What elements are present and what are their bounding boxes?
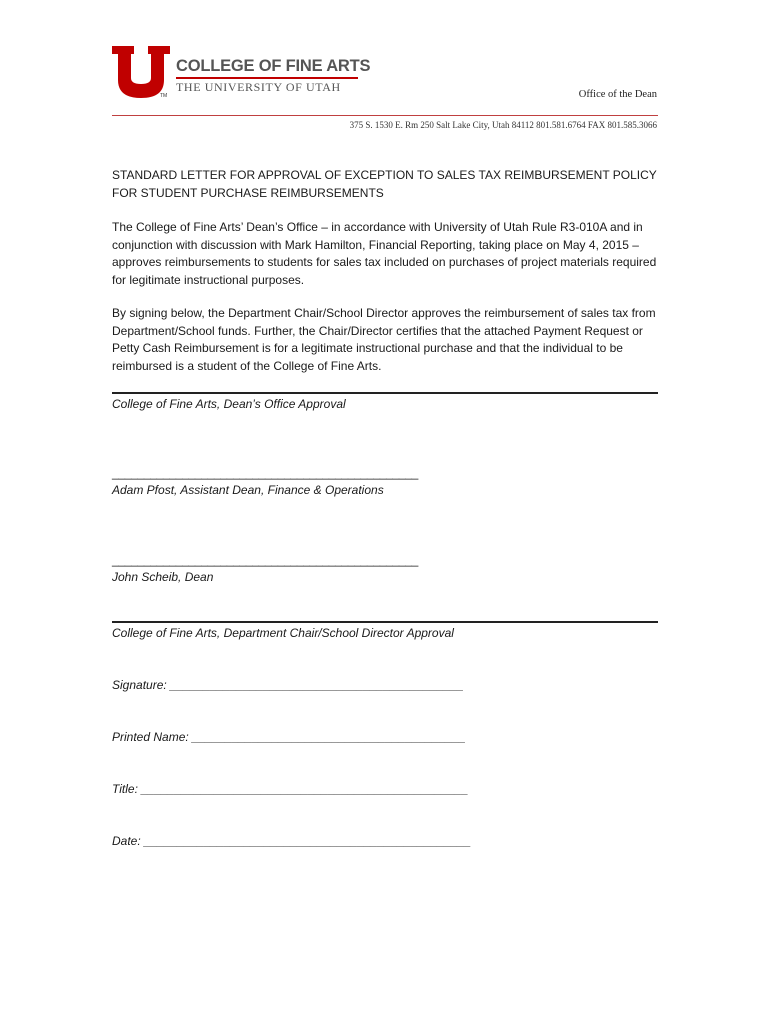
section-divider-deans xyxy=(112,392,658,394)
date-field[interactable]: Date: _________________________________________________ xyxy=(112,834,472,848)
signature-line-dean[interactable]: ________________________________________________ xyxy=(112,553,418,567)
printed-name-field[interactable]: Printed Name: _________________________________________ xyxy=(112,730,466,744)
logo-divider xyxy=(176,77,358,79)
title-field[interactable]: Title: _________________________________________________ xyxy=(112,782,469,796)
office-address: 375 S. 1530 E. Rm 250 Salt Lake City, Utah 84112 801.581.6764 FAX 801.585.3066 xyxy=(349,120,657,130)
letter-heading: STANDARD LETTER FOR APPROVAL OF EXCEPTION TO SALES TAX REIMBURSEMENT POLICY FOR STUDENT PURCHASE REIMBURSEMENTS xyxy=(112,168,657,200)
deans-section-title: College of Fine Arts, Dean’s Office Approval xyxy=(112,397,346,411)
college-name: COLLEGE OF FINE ARTS xyxy=(176,57,371,75)
signature-field[interactable]: Signature: ____________________________________________ xyxy=(112,678,464,692)
university-name: THE UNIVERSITY OF UTAH xyxy=(176,80,341,94)
paragraph-approval: The College of Fine Arts’ Dean’s Office – in accordance with University of Utah Rule R3-010A and in conjunction with discussion with Mark Hamilton, Financial Reporting, taking place on May 4, 2015 – approves reimbursements to students for sales tax included on purchases of project materials required for legitimate instructional purposes. xyxy=(112,220,657,287)
trademark-mark: TM xyxy=(160,93,168,99)
signature-line-assistant-dean[interactable]: ________________________________________________ xyxy=(112,466,418,480)
university-u-logo xyxy=(112,46,170,98)
chair-section-title: College of Fine Arts, Department Chair/School Director Approval xyxy=(112,626,454,640)
paragraph-certification: By signing below, the Department Chair/School Director approves the reimbursement of sales tax from Department/School funds. Further, the Chair/Director certifies that the attached Payment Request or Petty Cash Reimbursement is for a legitimate instructional purchase and that the individual to be reimbursed is a student of the College of Fine Arts. xyxy=(112,306,656,373)
office-name: Office of the Dean xyxy=(578,89,657,100)
section-divider-chair xyxy=(112,621,658,623)
header-divider xyxy=(112,115,658,116)
signer-assistant-dean: Adam Pfost, Assistant Dean, Finance & Operations xyxy=(112,483,384,497)
signer-dean: John Scheib, Dean xyxy=(112,570,214,584)
